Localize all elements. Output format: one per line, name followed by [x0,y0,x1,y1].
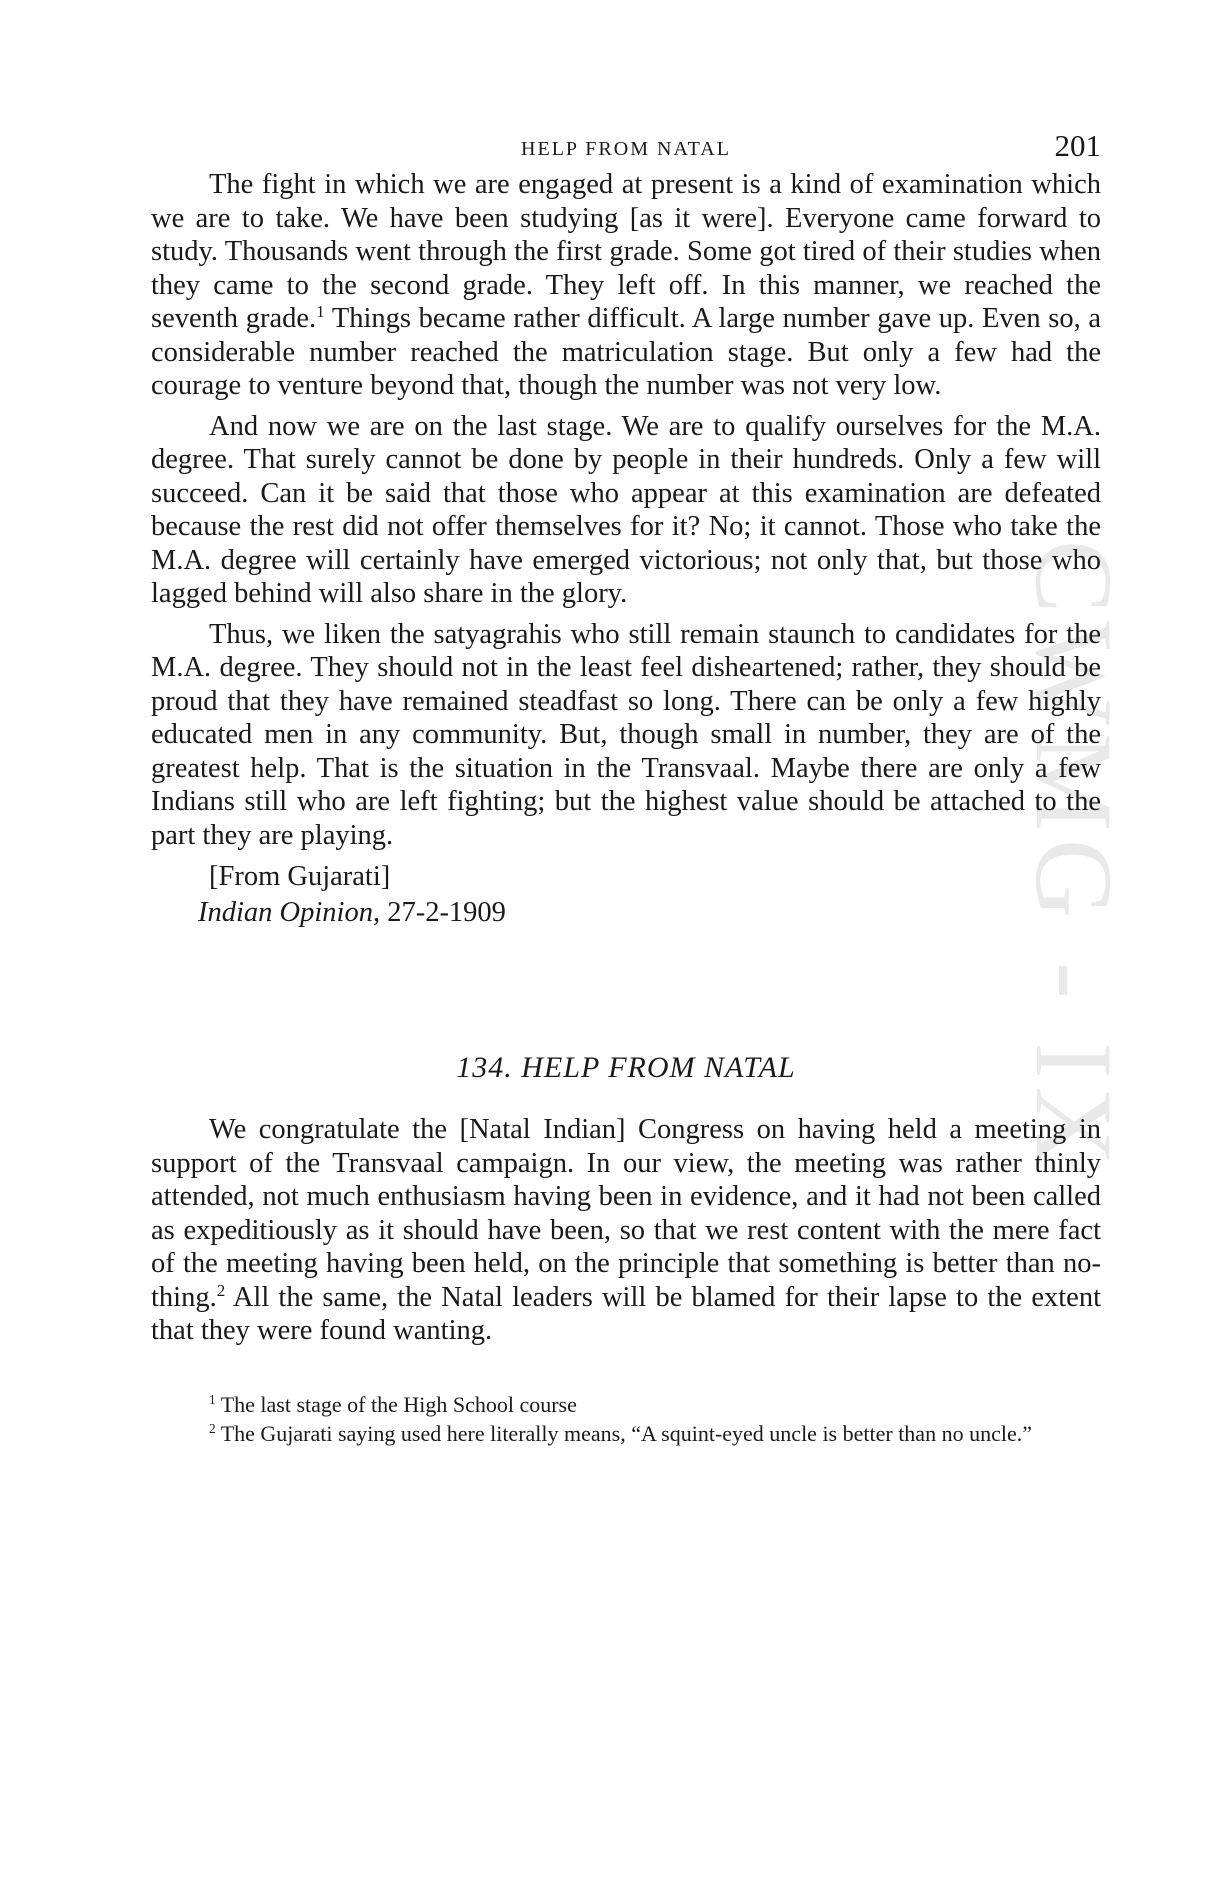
citation-title: Indian Opinion [198,897,373,928]
paragraph [151,168,1101,403]
document-page [151,128,1101,1448]
paragraph-text: And now we are on the last stage. We are to qualify ourselves for the M.A. degree. That surely cannot be done by people in their hundreds. Only a few will succeed. Can it be said that those who appear at this examination are defeated because the rest did not offer themselves for it? No; it cannot. Those who take the M.A. degree will certainly have emerged victorious; not only that, but those who lagged behind will also share in the glory. [151,410,1101,609]
citation [198,895,1101,931]
footnote [151,1390,1101,1419]
citation-date: , 27-2-1909 [372,897,506,928]
section-heading: 134. HELP FROM NATAL [456,1051,796,1084]
paragraph [151,1113,1101,1348]
article-body [151,1113,1101,1348]
footnote-text: The Gujarati saying used here literally means, “A squint-eyed uncle is better than no uncle.” [215,1420,1032,1446]
footnote-ref-2: 2 [216,1280,226,1300]
footnotes [151,1390,1101,1448]
footnote-marker: 1 [209,1391,216,1407]
paragraph [151,618,1101,853]
footnote-ref-1: 1 [316,301,325,321]
paragraph-text: The fight in which we are engaged at present is a kind of examination which we are to take. We have been studying [as it were]. Everyone came forward to study. Thousands went through the first grade. Some got tired of their studies when they came to the second grade. They left off. In this manner, we reached the seventh grade. [151,169,1101,334]
source-note: [From Gujarati] [209,861,391,892]
paragraph-text: Thus, we liken the satyagrahis who still remain staunch to candidates for the M.A. degree. They should not in the least feel disheartened; rather, they should be proud that they have remained steadfast so long. There can be only a few highly educated men in any community. But, though small in number, they are of the greatest help. That is the situation in the Transvaal. Maybe there are only a few Indians still who are left fighting; but the highest value should be attached to the part they are playing. [151,618,1101,851]
paragraph-text: All the same, the Natal leaders will be blamed for their lapse to the extent that they were found wanting. [151,1281,1101,1346]
paragraph-text: We congratulate the [Natal Indian] Congress on having held a meeting in support of the Transvaal campaign. In our view, the meeting was rather thinly attended, not much enthusiasm having been in evidence, and it had not been called as expeditiously as it should have been, so that we rest content with the mere fact of the meeting having been held, on the principle that something is better than nothing. [151,1114,1101,1313]
footnote-text: The last stage of the High School course [215,1391,577,1417]
watermark-text: CWMG - IX [1025,540,1135,1170]
page-number: 201 [1054,128,1101,163]
paragraph-text: Things became rather difficult. A large number gave up. Even so, a considerable number reached the matriculation stage. But only a few had the courage to venture beyond that, though the number was not very low. [151,303,1101,401]
paragraph [151,410,1101,611]
footnote-marker: 2 [209,1420,216,1436]
running-header [151,128,1101,168]
article-body [151,168,1101,852]
footnote [151,1419,1101,1448]
running-title: HELP FROM NATAL [521,138,731,160]
